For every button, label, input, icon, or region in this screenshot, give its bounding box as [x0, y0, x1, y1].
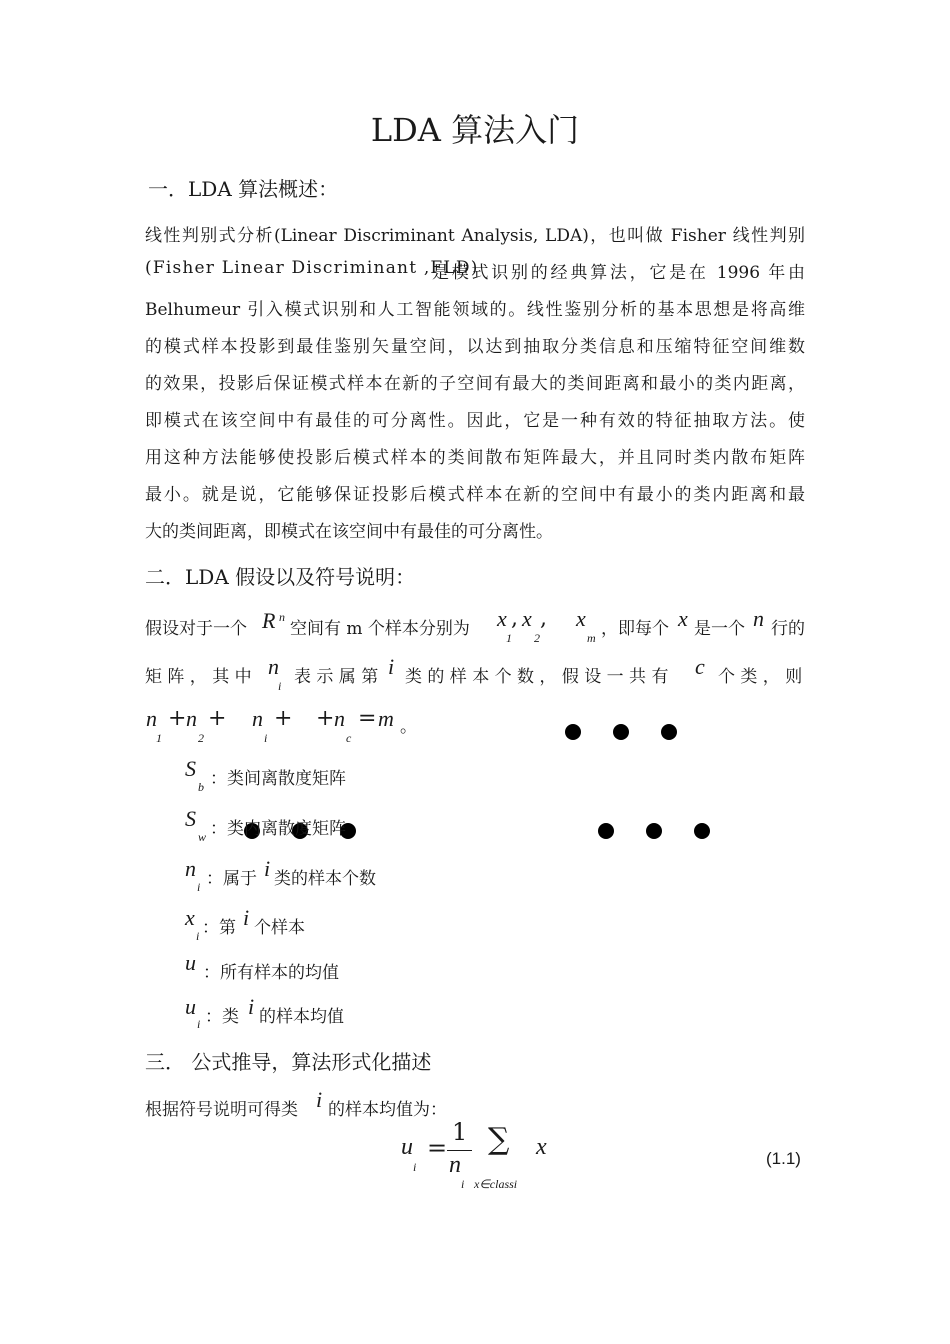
- math-n1: n: [146, 706, 157, 731]
- math-x1: x: [497, 606, 507, 631]
- math-ni-sub: i: [278, 679, 282, 693]
- math-plus-2: +: [208, 706, 227, 731]
- s2-p2-text-1: 矩 阵 ， 其 中: [145, 667, 252, 687]
- symbol-Sw-desc: ：类内离散度矩阵: [210, 819, 346, 839]
- symbol-ni-desc-b: 类的样本个数: [274, 869, 376, 889]
- math-n1-sub: 1: [156, 731, 162, 745]
- eq1-fraction-bar: [447, 1150, 472, 1151]
- symbol-Sw: S: [185, 806, 196, 831]
- eq1-sum-range: x∈classi: [474, 1177, 518, 1191]
- symbol-u: u: [185, 950, 196, 975]
- symbol-Sb: S: [185, 756, 196, 781]
- math-R-superscript: n: [279, 610, 285, 624]
- symbol-xi-desc-b: 个样本: [254, 918, 305, 938]
- s2-p2-text-2: 表 示 属 第: [294, 667, 379, 687]
- symbol-xi-var: i: [243, 905, 250, 930]
- eq1-lhs: u: [401, 1134, 413, 1160]
- eq1-denominator-sub: i: [461, 1177, 465, 1191]
- math-plus-1: +: [168, 706, 187, 731]
- symbol-xi-desc-a: ：第: [202, 918, 236, 938]
- section-2-heading: 二．LDA 假设以及符号说明：: [145, 565, 416, 589]
- ellipsis-dot: [646, 823, 662, 839]
- math-period: 。: [400, 717, 417, 737]
- s1-line-9: 大的类间距离，即模式在该空间中有最佳的可分离性。: [145, 522, 553, 542]
- s3-p1-text-2: 的样本均值为：: [328, 1100, 447, 1120]
- symbol-ui-var: i: [248, 994, 255, 1019]
- s1-line-7: 用这种方法能够使投影后模式样本的类间散布矩阵最大，并且同时类内散布矩阵: [145, 448, 805, 468]
- eq1-sigma: ∑: [488, 1122, 510, 1157]
- s1-line-2a: (Fisher Linear Discriminant ,FLD): [145, 258, 479, 278]
- symbol-Sb-sub: b: [198, 780, 204, 794]
- symbol-ni-desc-a: ：属于: [206, 869, 257, 889]
- eq1-number: (1.1): [766, 1149, 801, 1168]
- eq1-lhs-sub: i: [413, 1160, 417, 1174]
- ellipsis-dot: [598, 823, 614, 839]
- s1-line-8: 最小。就是说，它能够保证投影后模式样本在新的空间中有最小的类内距离和最: [145, 485, 805, 505]
- math-x1-sub: 1: [506, 631, 512, 645]
- math-equals: =: [358, 706, 377, 731]
- math-nc: n: [334, 706, 345, 731]
- math-comma-2: ,: [540, 606, 547, 631]
- symbol-ni-var: i: [264, 856, 271, 881]
- math-nc-sub: c: [346, 731, 352, 745]
- symbol-ui: u: [185, 994, 196, 1019]
- s1-line-1: 线性判别式分析(Linear Discriminant Analysis, LDA)，也叫做 Fisher 线性判别: [145, 226, 805, 246]
- math-xm: x: [576, 606, 586, 631]
- ellipsis-dot: [661, 724, 677, 740]
- math-xm-sub: m: [587, 631, 596, 645]
- eq1-x: x: [536, 1134, 547, 1160]
- math-n2: n: [186, 706, 197, 731]
- symbol-ui-desc-a: ：类: [205, 1007, 239, 1027]
- math-c: c: [695, 654, 705, 679]
- eq1-equals: =: [427, 1134, 448, 1162]
- s2-p2-text-3: 类 的 样 本 个 数 ， 假 设 一 共 有: [405, 667, 669, 687]
- s2-p1-text-1: 假设对于一个: [145, 619, 247, 639]
- s3-p1-text-1: 根据符号说明可得类: [145, 1100, 298, 1120]
- math-ni: n: [268, 654, 279, 679]
- ellipsis-dot: [565, 724, 581, 740]
- s1-line-6: 即模式在该空间中有最佳的可分离性。因此，它是一种有效的特征抽取方法。使: [145, 411, 805, 431]
- s1-line-2b: 是模式识别的经典算法，它是在 1996 年由: [432, 263, 805, 283]
- math-i: i: [388, 654, 395, 679]
- eq1-denominator: n: [449, 1152, 461, 1178]
- math-ni-sum-sub: i: [264, 731, 268, 745]
- math-ni-sum: n: [252, 706, 263, 731]
- s2-p1-text-2: 空间有 m 个样本分别为: [290, 619, 470, 639]
- math-plus-4: +: [316, 706, 335, 731]
- s2-p1-text-5: 行的: [771, 619, 805, 639]
- s1-line-4: 的模式样本投影到最佳鉴别矢量空间，以达到抽取分类信息和压缩特征空间维数: [145, 337, 805, 357]
- eq1-numerator: 1: [452, 1118, 468, 1146]
- s3-p1-var-i: i: [316, 1087, 323, 1112]
- ellipsis-dot: [694, 823, 710, 839]
- math-x: x: [678, 606, 688, 631]
- symbol-ui-sub: i: [197, 1017, 201, 1031]
- math-m: m: [378, 706, 394, 731]
- symbol-xi-sub: i: [196, 929, 200, 943]
- symbol-ui-desc-b: 的样本均值: [259, 1007, 344, 1027]
- section-1-heading: 一．LDA 算法概述：: [148, 177, 339, 201]
- math-comma-1: ,: [511, 606, 518, 631]
- math-n: n: [753, 606, 764, 631]
- ellipsis-dot: [613, 724, 629, 740]
- math-x2: x: [522, 606, 532, 631]
- math-plus-3: +: [274, 706, 293, 731]
- symbol-ni-sub: i: [197, 880, 201, 894]
- symbol-ni: n: [185, 856, 196, 881]
- math-x2-sub: 2: [534, 631, 540, 645]
- page-title: LDA 算法入门: [370, 111, 580, 149]
- section-3-heading: 三． 公式推导，算法形式化描述: [145, 1050, 432, 1074]
- s1-line-3: Belhumeur 引入模式识别和人工智能领域的。线性鉴别分析的基本思想是将高维: [145, 300, 805, 320]
- s2-p1-text-4: 是一个: [694, 619, 745, 639]
- s1-line-5: 的效果，投影后保证模式样本在新的子空间有最大的类间距离和最小的类内距离，: [145, 374, 805, 394]
- s2-p1-text-3: ，即每个: [601, 619, 669, 639]
- symbol-Sw-sub: w: [198, 830, 207, 844]
- symbol-xi: x: [185, 905, 195, 930]
- math-n2-sub: 2: [198, 731, 204, 745]
- math-R: R: [262, 608, 276, 633]
- symbol-u-desc: ：所有样本的均值: [203, 963, 339, 983]
- s2-p2-text-4: 个 类 ， 则: [718, 667, 803, 687]
- symbol-Sb-desc: ：类间离散度矩阵: [210, 769, 346, 789]
